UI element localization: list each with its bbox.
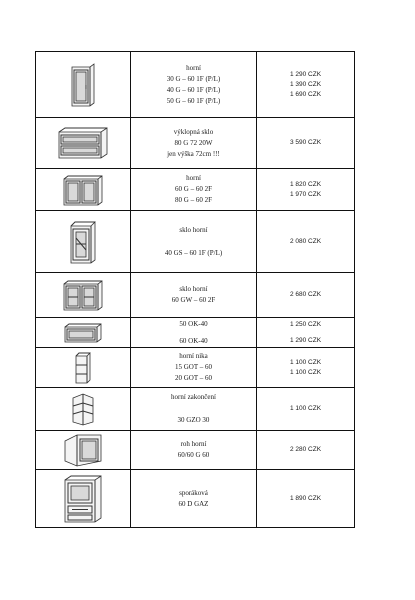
thumbnail-cell	[36, 388, 131, 431]
price: 1 970 CZK	[289, 190, 322, 198]
desc-line: 60 G – 60 2F	[175, 185, 212, 193]
price: 1 690 CZK	[289, 90, 322, 98]
price: 1 290 CZK	[289, 336, 322, 344]
price: 1 820 CZK	[289, 180, 322, 188]
thumbnail-cell	[36, 431, 131, 470]
desc-line: 60 OK-40	[179, 336, 208, 345]
price: 1 250 CZK	[289, 320, 322, 328]
double-glass-wall-cabinet-icon	[62, 279, 104, 311]
price-cell	[257, 470, 355, 528]
desc-line: sklo horní	[179, 285, 208, 293]
desc-line: 60/60 G 60	[177, 451, 210, 459]
desc-line: 80 G 72 20W	[174, 138, 213, 147]
thumbnail-cell	[36, 348, 131, 388]
table-row	[36, 273, 355, 318]
tall-wall-cabinet-glass-door-icon	[68, 63, 98, 107]
desc-line: 80 G – 60 2F	[175, 196, 212, 204]
thumbnail-cell	[36, 273, 131, 318]
price-cell	[257, 388, 355, 431]
corner-wall-cabinet-icon	[63, 433, 103, 467]
lift-up-glass-cabinet-icon	[57, 126, 109, 160]
price-cell	[257, 431, 355, 470]
table-row	[36, 211, 355, 273]
thumbnail-cell	[36, 118, 131, 169]
table-row	[36, 318, 355, 348]
price: 1 890 CZK	[289, 494, 322, 502]
price-cell	[257, 52, 355, 118]
double-door-wall-cabinet-icon	[62, 174, 104, 206]
description-cell	[131, 273, 257, 318]
desc-line: horní	[186, 63, 201, 72]
desc-line: 30 G – 60 1F (P/L)	[166, 74, 221, 83]
table-row	[36, 431, 355, 470]
price: 1 100 CZK	[289, 358, 322, 366]
desc-line: 30 GZO 30	[177, 416, 210, 424]
price: 1 390 CZK	[289, 80, 322, 88]
desc-line: jen výška 72cm !!!	[167, 149, 220, 158]
price: 1 290 CZK	[289, 70, 322, 78]
description-cell	[131, 52, 257, 118]
thumbnail-cell	[36, 169, 131, 211]
desc-line: sklo horní	[179, 225, 208, 234]
desc-line: 60 D GAZ	[178, 499, 209, 508]
description-cell	[131, 118, 257, 169]
description-cell	[131, 388, 257, 431]
thumbnail-cell	[36, 211, 131, 273]
price: 2 080 CZK	[289, 237, 322, 245]
desc-line: sporáková	[179, 488, 208, 497]
price-cell	[257, 118, 355, 169]
desc-line: 60 GW – 60 2F	[171, 296, 216, 304]
desc-line: 50 G – 60 1F (P/L)	[166, 96, 221, 105]
table-row	[36, 388, 355, 431]
corner-end-shelf-icon	[71, 392, 95, 426]
desc-line: horní zakončení	[171, 393, 216, 401]
description-cell	[131, 470, 257, 528]
desc-line: 20 GOT – 60	[174, 374, 212, 382]
price-cell	[257, 169, 355, 211]
thumbnail-cell	[36, 318, 131, 348]
desc-line: horní	[186, 174, 201, 182]
table-row	[36, 348, 355, 388]
price-cell	[257, 318, 355, 348]
desc-line: 50 OK-40	[179, 319, 208, 328]
price: 3 590 CZK	[289, 139, 322, 146]
description-cell	[131, 169, 257, 211]
price-cell	[257, 211, 355, 273]
open-shelf-unit-icon	[73, 351, 93, 385]
table-row	[36, 169, 355, 211]
description-cell	[131, 318, 257, 348]
price-table	[35, 51, 355, 528]
desc-line: 40 GS – 60 1F (P/L)	[164, 248, 223, 257]
price-cell	[257, 348, 355, 388]
description-cell	[131, 211, 257, 273]
table-row	[36, 52, 355, 118]
thumbnail-cell	[36, 470, 131, 528]
description-cell	[131, 348, 257, 388]
price: 1 100 CZK	[289, 368, 322, 376]
price-cell	[257, 273, 355, 318]
hood-cabinet-icon	[63, 322, 103, 344]
desc-line: 40 G – 60 1F (P/L)	[166, 85, 221, 94]
price: 2 280 CZK	[289, 446, 322, 453]
price: 2 680 CZK	[289, 291, 322, 298]
table-row	[36, 470, 355, 528]
price: 1 100 CZK	[289, 405, 322, 412]
table-row	[36, 118, 355, 169]
description-cell	[131, 431, 257, 470]
desc-line: roh horní	[180, 440, 207, 448]
oven-housing-cabinet-icon	[61, 474, 105, 524]
desc-line: 15 GOT – 60	[174, 363, 212, 371]
thumbnail-cell	[36, 52, 131, 118]
desc-line: horní nika	[179, 352, 208, 360]
desc-line: výklopná sklo	[173, 127, 214, 136]
glass-wall-cabinet-icon	[67, 220, 99, 264]
